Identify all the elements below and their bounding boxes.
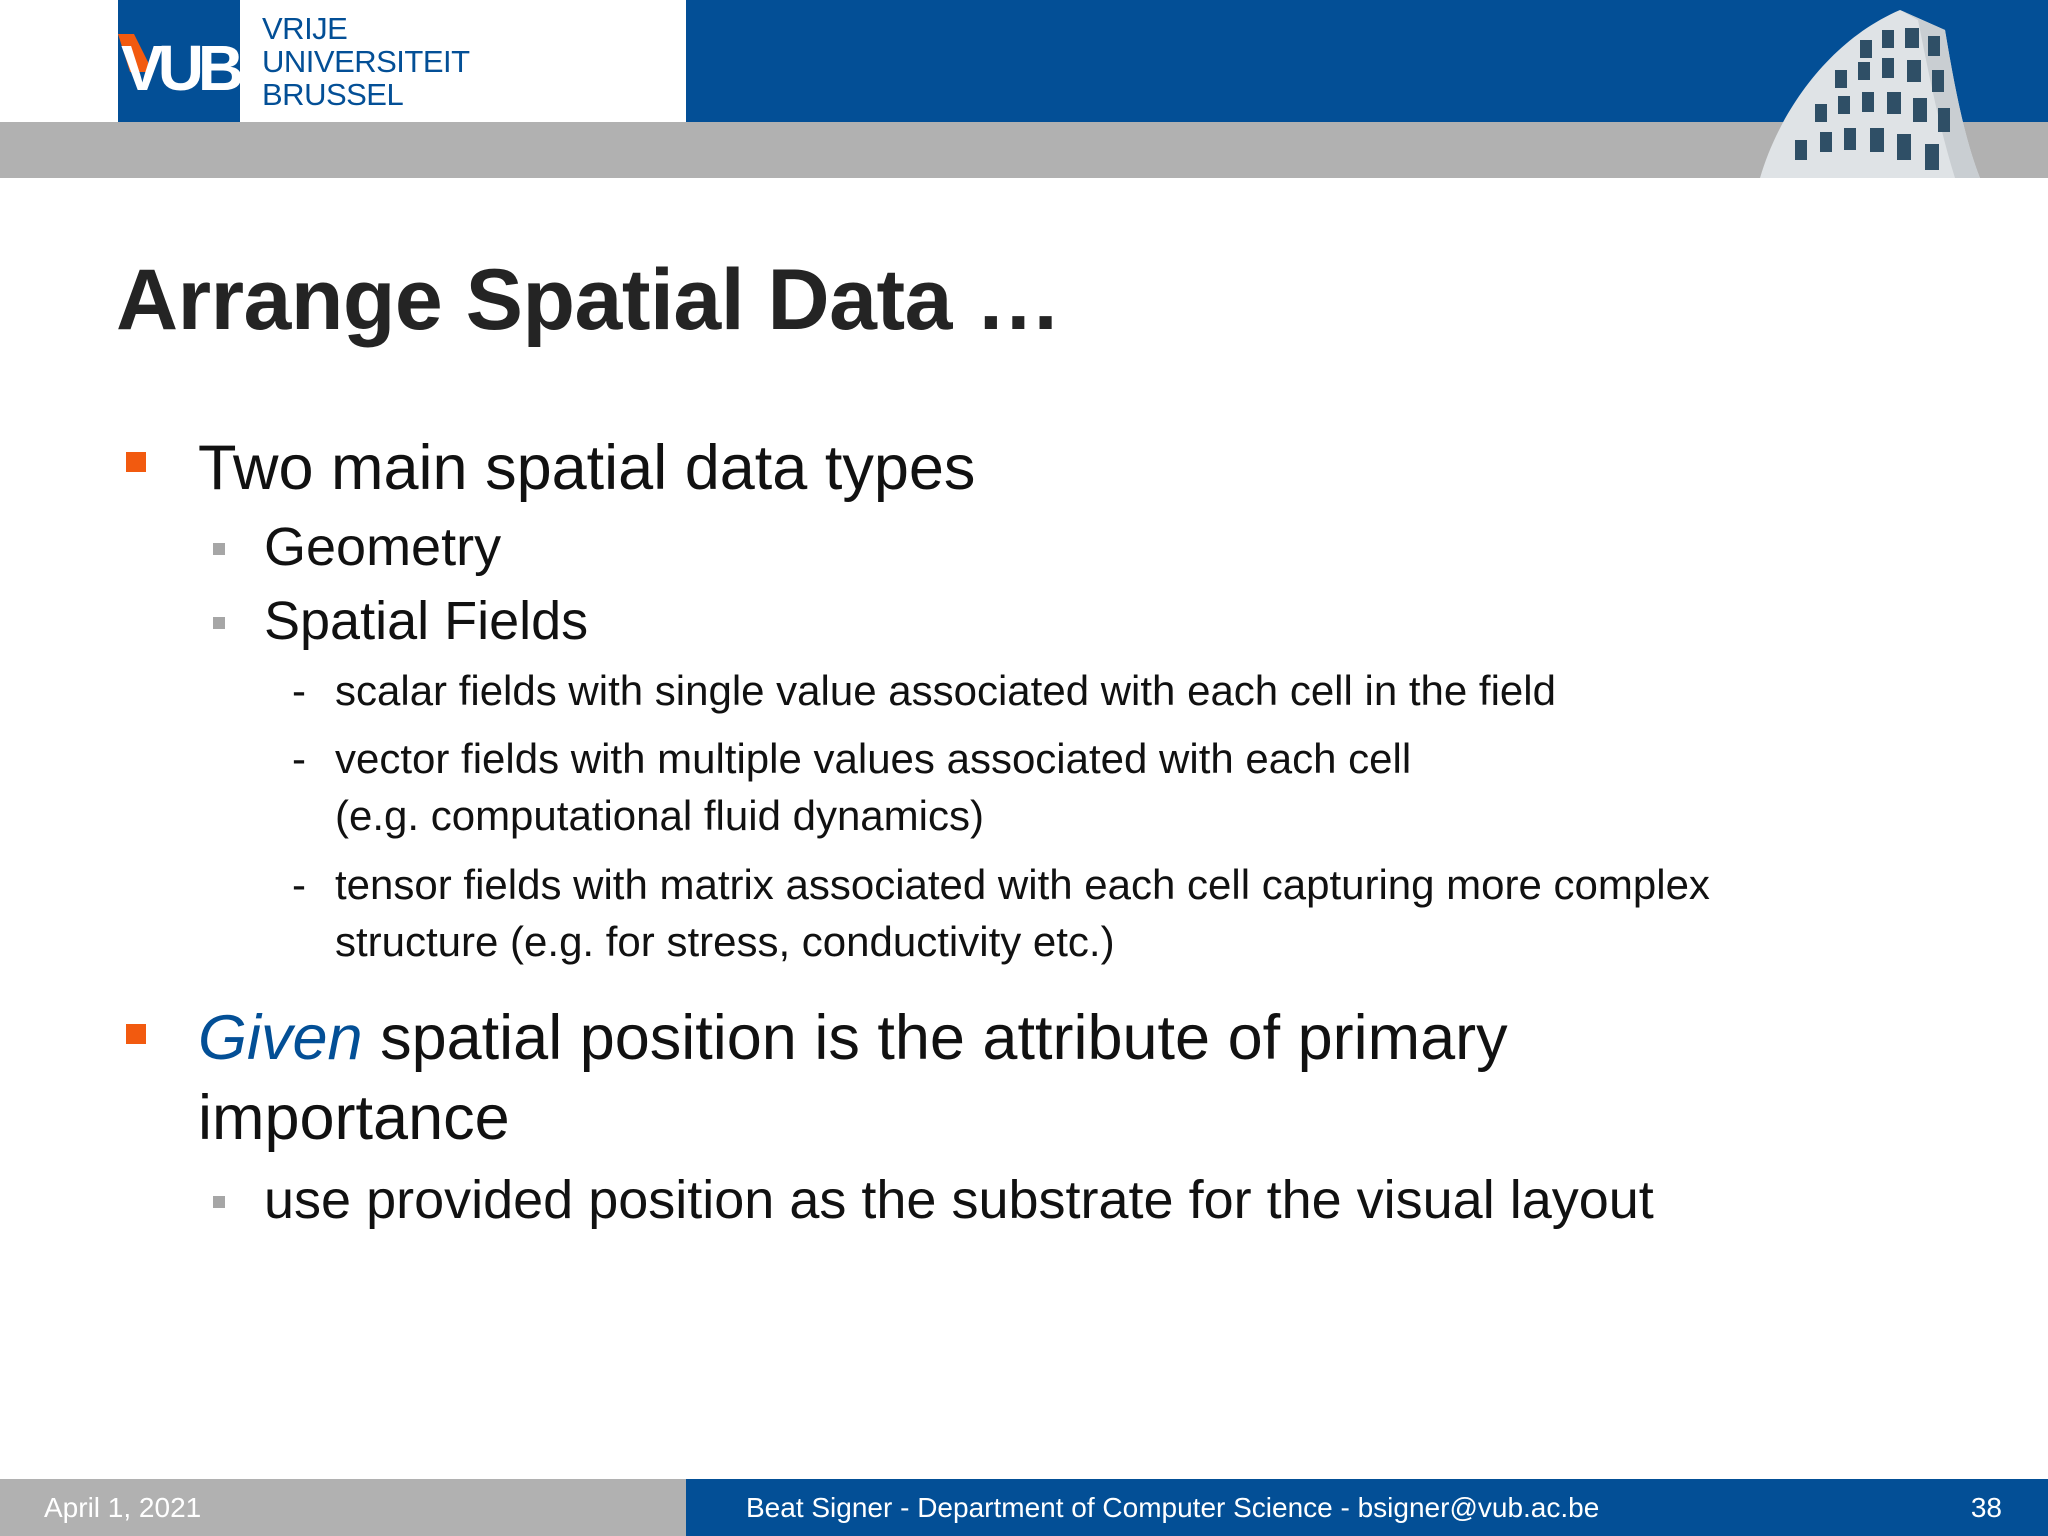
- footer-date: April 1, 2021: [44, 1492, 202, 1523]
- item-vector-fields-line-1: vector fields with multiple values associated with each cell: [335, 735, 1412, 782]
- sub-bullet-square-icon: [213, 1196, 225, 1208]
- sub-bullet-spatial-fields: Spatial Fields: [264, 591, 589, 651]
- sub-bullet-geometry: Geometry: [264, 517, 502, 577]
- sub-bullet-square-icon: [213, 617, 225, 629]
- university-name: [262, 12, 470, 111]
- university-name-line-3: BRUSSEL: [262, 77, 404, 112]
- bullet-square-icon: [126, 1024, 146, 1044]
- dash-marker: -: [292, 667, 306, 714]
- emphasis-given: Given: [198, 1003, 363, 1073]
- slide-title: Arrange Spatial Data …: [116, 252, 1061, 348]
- university-name-line-2: UNIVERSITEIT: [262, 44, 470, 79]
- sub-bullet-substrate: use provided position as the substrate for the visual layout: [264, 1170, 1654, 1230]
- item-vector-fields-line-2: (e.g. computational fluid dynamics): [335, 792, 984, 839]
- item-tensor-fields-line-1: tensor fields with matrix associated with each cell capturing more complex: [335, 861, 1710, 908]
- bullet-2-line-2: importance: [198, 1083, 510, 1153]
- page-number: 38: [1970, 1492, 2002, 1523]
- bullet-square-icon: [126, 452, 146, 472]
- sub-bullet-square-icon: [213, 543, 225, 555]
- bullet-1-text: Two main spatial data types: [198, 433, 976, 503]
- vub-logo-letters: [118, 0, 240, 122]
- footer-author: Beat Signer - Department of Computer Science - bsigner@vub.ac.be: [746, 1492, 1600, 1523]
- university-name-line-1: VRIJE: [262, 11, 348, 46]
- svg-text:VUB: VUB: [121, 32, 239, 104]
- dash-marker: -: [292, 735, 306, 782]
- bullet-2-line-1: [198, 998, 1508, 1078]
- item-tensor-fields-line-2: structure (e.g. for stress, conductivity etc.): [335, 918, 1115, 965]
- vub-logo: [0, 0, 686, 122]
- vub-logo-mark: [118, 0, 240, 122]
- item-scalar-fields: scalar fields with single value associated with each cell in the field: [335, 667, 1556, 714]
- dash-marker: -: [292, 861, 306, 908]
- building-image: [1740, 0, 2000, 178]
- bullet-2-text: spatial position is the attribute of primary: [362, 1003, 1508, 1073]
